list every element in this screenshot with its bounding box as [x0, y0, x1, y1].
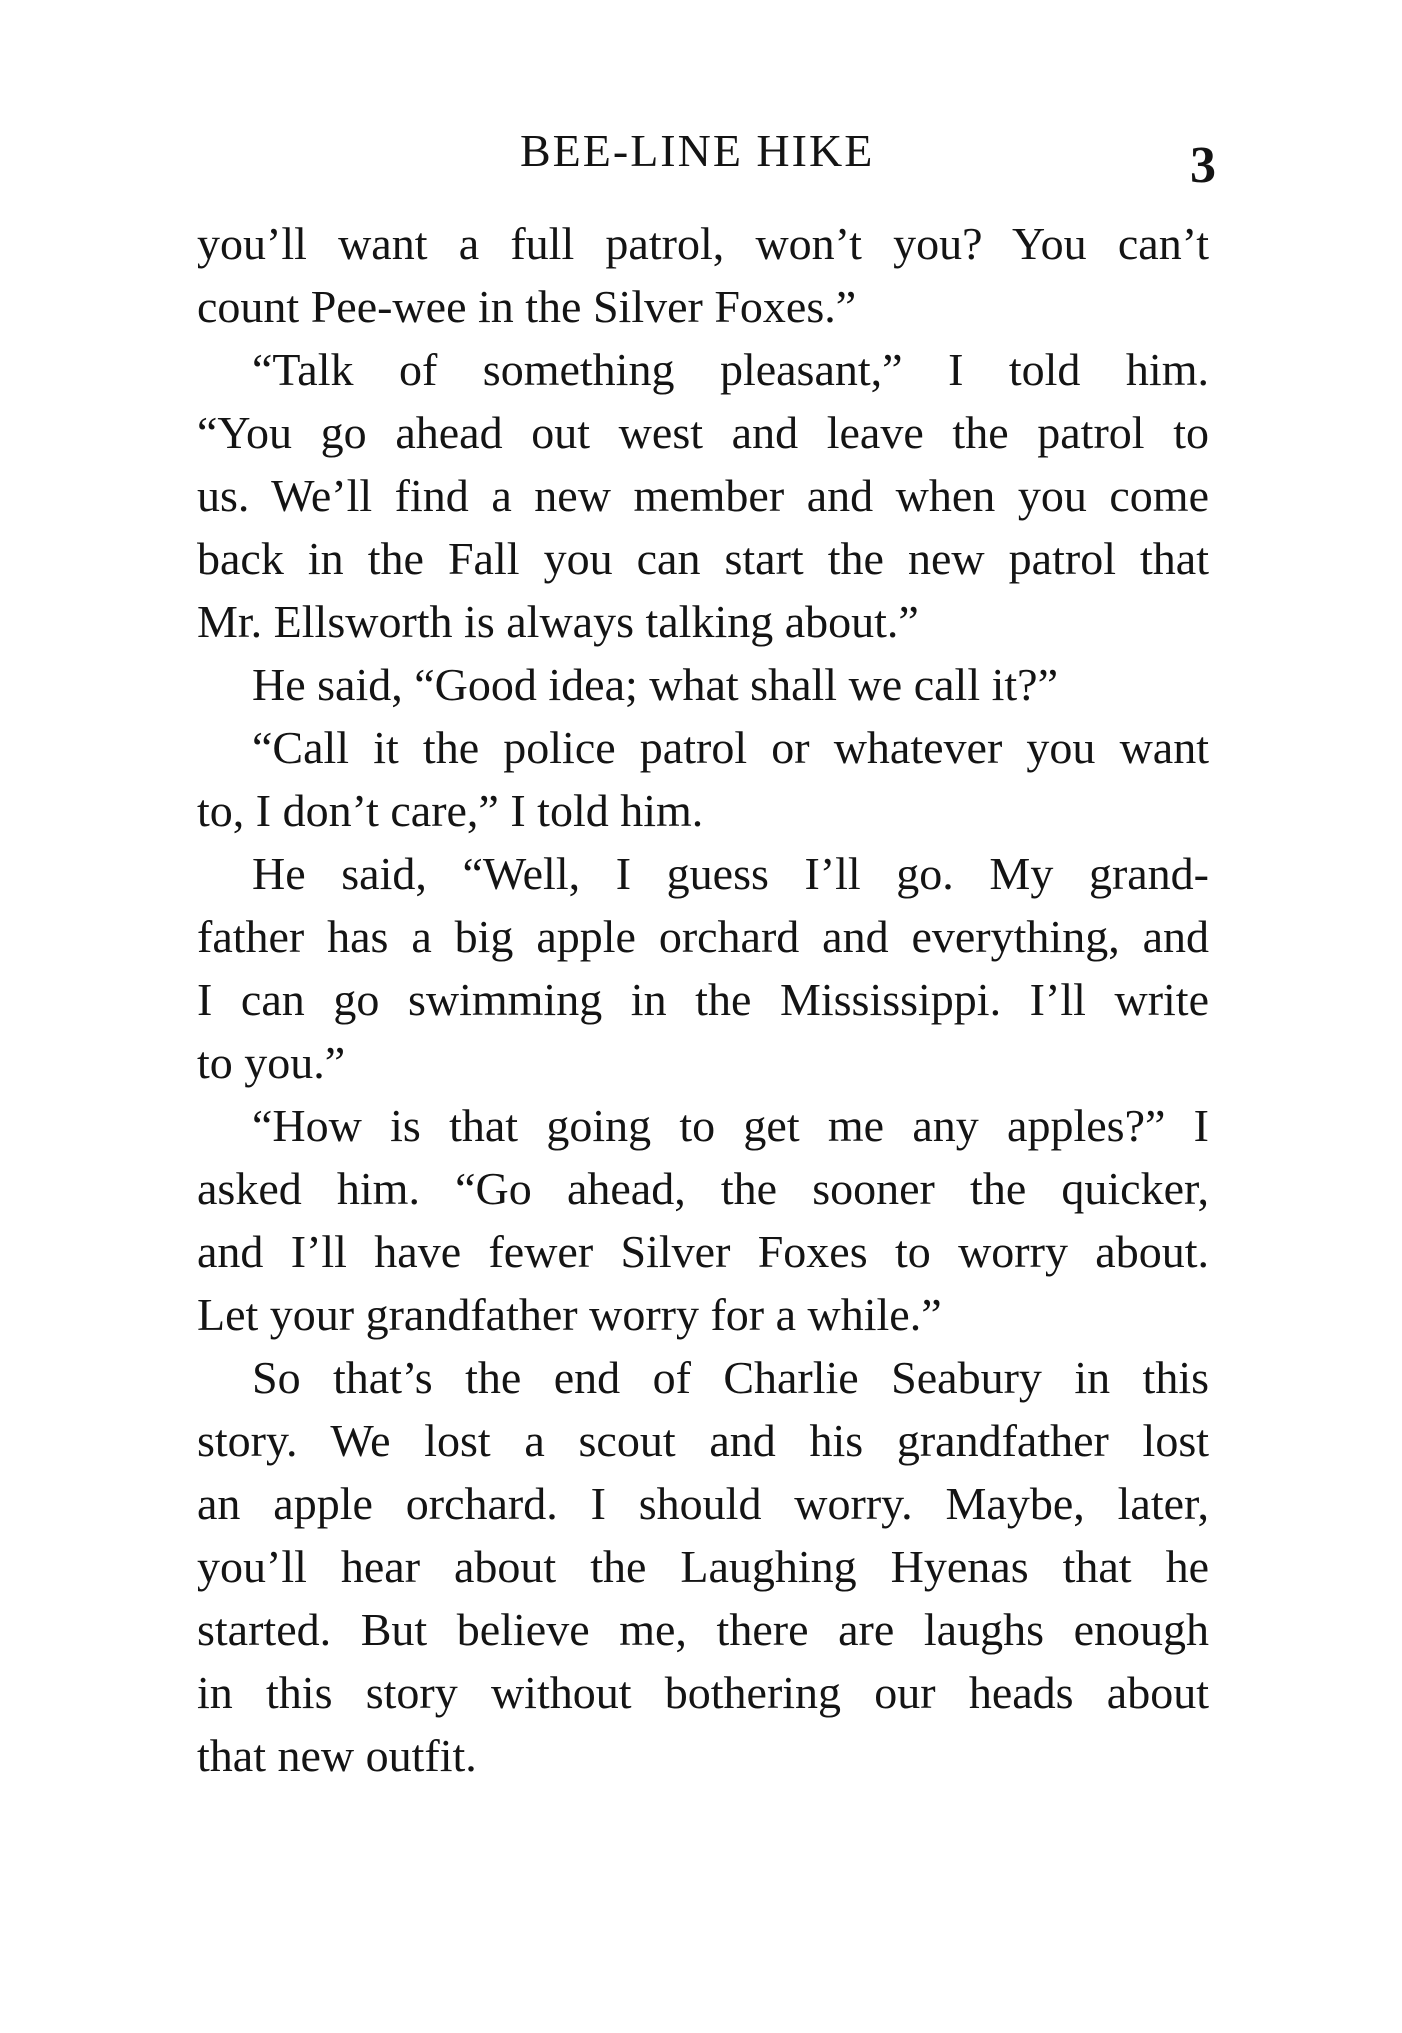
text-line: So that’s the end of Charlie Seabury in this	[252, 1352, 1209, 1403]
text-line: “You go ahead out west and leave the patrol to	[197, 407, 1209, 458]
text-line: us. We’ll find a new member and when you come	[197, 470, 1209, 521]
text-line: to, I don’t care,” I told him.	[197, 785, 704, 836]
text-line: that new outfit.	[197, 1730, 477, 1781]
text-line: He said, “Well, I guess I’ll go. My grand-	[252, 848, 1209, 899]
page-number: 3	[1190, 137, 1216, 194]
text-line: you’ll want a full patrol, won’t you? You can’t	[197, 218, 1209, 269]
text-line: and I’ll have fewer Silver Foxes to worry about.	[197, 1226, 1209, 1277]
text-line: in this story without bothering our heads about	[197, 1667, 1209, 1718]
text-line: Mr. Ellsworth is always talking about.”	[197, 596, 919, 647]
text-line: father has a big apple orchard and everything, and	[197, 911, 1209, 962]
text-line: you’ll hear about the Laughing Hyenas that he	[197, 1541, 1209, 1592]
text-line: to you.”	[197, 1037, 346, 1088]
text-line: started. But believe me, there are laughs enough	[197, 1604, 1209, 1655]
text-line: I can go swimming in the Mississippi. I’ll write	[197, 974, 1209, 1025]
text-line: story. We lost a scout and his grandfather lost	[197, 1415, 1209, 1466]
text-line: He said, “Good idea; what shall we call it?”	[252, 659, 1058, 710]
running-head: BEE-LINE HIKE	[520, 125, 875, 176]
text-line: “Call it the police patrol or whatever you want	[252, 722, 1209, 773]
body-text	[197, 212, 1209, 1812]
text-line: Let your grandfather worry for a while.”	[197, 1289, 942, 1340]
text-line: an apple orchard. I should worry. Maybe, later,	[197, 1478, 1209, 1529]
text-line: “Talk of something pleasant,” I told him.	[252, 344, 1209, 395]
text-line: asked him. “Go ahead, the sooner the quicker,	[197, 1163, 1209, 1214]
text-line: back in the Fall you can start the new patrol that	[197, 533, 1209, 584]
text-line: “How is that going to get me any apples?” I	[252, 1100, 1209, 1151]
text-line: count Pee-wee in the Silver Foxes.”	[197, 281, 857, 332]
